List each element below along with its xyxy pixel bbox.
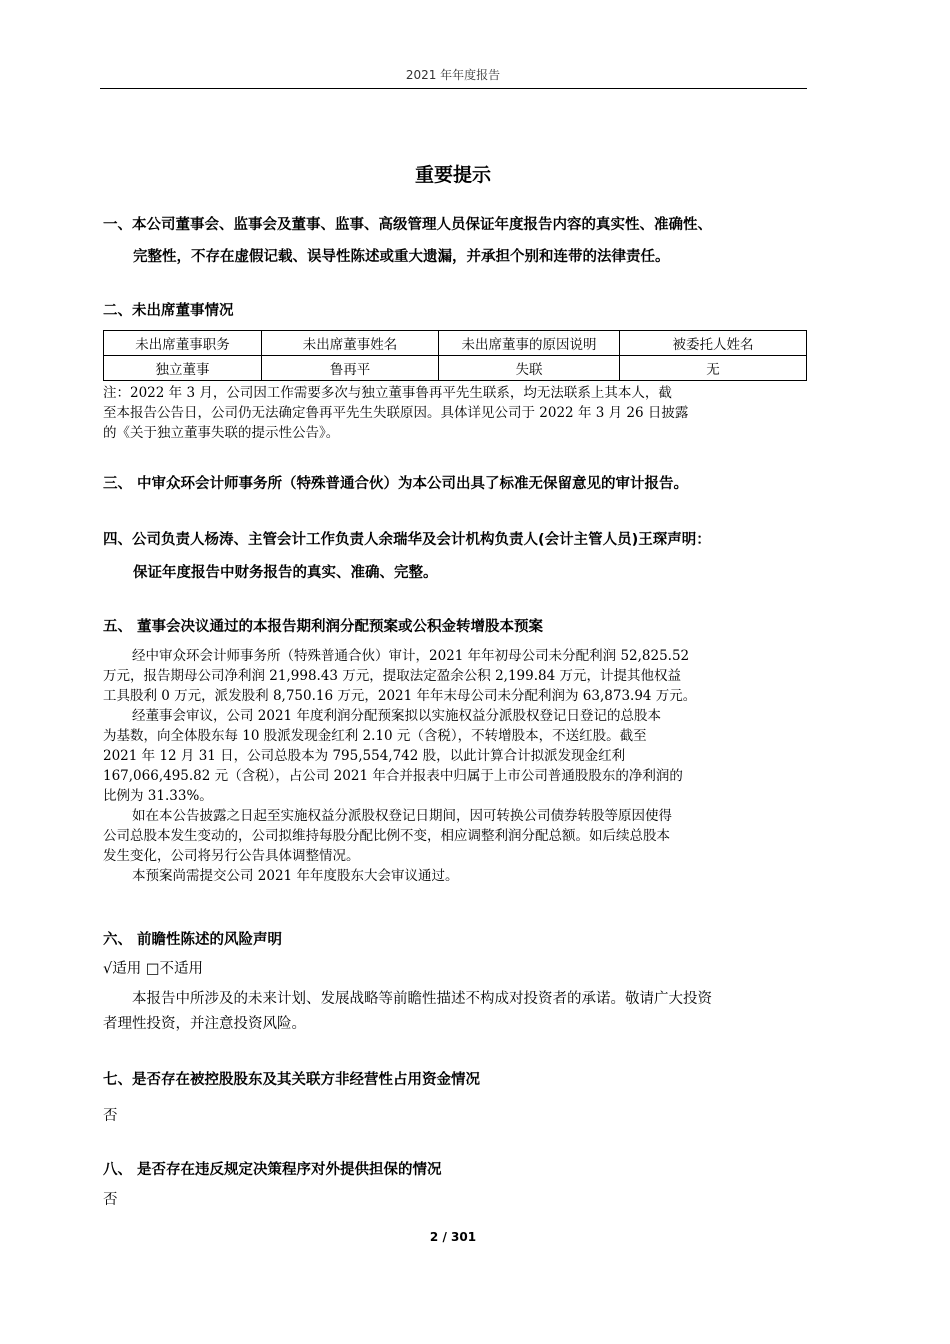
- table-header-cell: 被委托人姓名: [620, 331, 807, 356]
- section-3-heading: 三、 中审众环会计师事务所（特殊普通合伙）为本公司出具了标准无保留意见的审计报告。: [103, 476, 689, 492]
- paragraph-line: 本报告中所涉及的未来计划、发展战略等前瞻性描述不构成对投资者的承诺。敬请广大投资: [132, 991, 712, 1007]
- section-1-line-1: 一、本公司董事会、监事会及董事、监事、高级管理人员保证年度报告内容的真实性、准确性、: [103, 217, 712, 233]
- section-7-heading: 七、是否存在被控股股东及其关联方非经营性占用资金情况: [103, 1072, 480, 1088]
- page-number: 2 / 301: [429, 1230, 477, 1244]
- section-6-heading: 六、 前瞻性陈述的风险声明: [103, 932, 283, 948]
- paragraph-line: 发生变化，公司将另行公告具体调整情况。: [103, 848, 360, 864]
- paragraph-line: 167,066,495.82 元（含税），占公司 2021 年合并报表中归属于上市公司普通股股东的净利润的: [103, 768, 683, 784]
- absent-directors-table: [103, 330, 807, 381]
- table-cell: 鲁再平: [262, 356, 439, 381]
- paragraph-line: 本预案尚需提交公司 2021 年年度股东大会审议通过。: [132, 868, 459, 884]
- section-8-answer: 否: [103, 1192, 118, 1208]
- section-2-note: [103, 383, 807, 443]
- paragraph-line: 2021 年 12 月 31 日，公司总股本为 795,554,742 股，以此计算合计拟派发现金红利: [103, 748, 626, 764]
- table-header-cell: 未出席董事姓名: [262, 331, 439, 356]
- note-line: 的《关于独立董事失联的提示性公告》。: [103, 425, 340, 441]
- section-6-body: [103, 987, 807, 1037]
- paragraph-line: 经董事会审议，公司 2021 年度利润分配预案拟以实施权益分派股权登记日登记的总股本: [132, 708, 661, 724]
- applicable-checkbox-line: √适用 □不适用: [103, 961, 204, 977]
- paragraph-line: 经中审众环会计师事务所（特殊普通合伙）审计，2021 年年初母公司未分配利润 52,825.52: [132, 648, 690, 664]
- section-4-line-2: 保证年度报告中财务报告的真实、准确、完整。: [133, 565, 438, 581]
- note-line: 至本报告公告日，公司仍无法确定鲁再平先生失联原因。具体详见公司于 2022 年 3 月 26 日披露: [103, 405, 689, 421]
- section-7-answer: 否: [103, 1108, 118, 1124]
- paragraph-line: 比例为 31.33%。: [103, 788, 213, 804]
- paragraph-line: 公司总股本发生变动的，公司拟维持每股分配比例不变，相应调整利润分配总额。如后续总股本: [103, 828, 670, 844]
- paragraph-line: 如在本公告披露之日起至实施权益分派股权登记日期间，因可转换公司债券转股等原因使得: [132, 808, 672, 824]
- table-row: [104, 356, 807, 381]
- table-header-cell: 未出席董事职务: [104, 331, 262, 356]
- section-1-line-2: 完整性，不存在虚假记载、误导性陈述或重大遗漏，并承担个别和连带的法律责任。: [133, 249, 670, 265]
- note-line: 注：2022 年 3 月，公司因工作需要多次与独立董事鲁再平先生联系，均无法联系上其本人，截: [103, 385, 672, 401]
- paragraph-line: 者理性投资，并注意投资风险。: [103, 1016, 306, 1032]
- section-5-body: [103, 646, 807, 886]
- header-divider: [100, 88, 807, 89]
- section-2-heading: 二、未出席董事情况: [103, 303, 234, 319]
- table-cell: 无: [620, 356, 807, 381]
- table-header-row: [104, 331, 807, 356]
- table-cell: 失联: [439, 356, 620, 381]
- paragraph-line: 为基数，向全体股东每 10 股派发现金红利 2.10 元（含税），不转增股本，不送红股。截至: [103, 728, 647, 744]
- section-5-heading: 五、 董事会决议通过的本报告期利润分配预案或公积金转增股本预案: [103, 619, 544, 635]
- section-4-line-1: 四、公司负责人杨涛、主管会计工作负责人余瑞华及会计机构负责人(会计主管人员)王琛声明：: [103, 532, 711, 548]
- paragraph-line: 万元，报告期母公司净利润 21,998.43 万元，提取法定盈余公积 2,199.84 万元，计提其他权益: [103, 668, 681, 684]
- paragraph-line: 工具股利 0 万元，派发股利 8,750.16 万元，2021 年年末母公司未分配利润为 63,873.94 万元。: [103, 688, 697, 704]
- page-title: 重要提示: [414, 164, 491, 186]
- running-header: 2021 年年度报告: [405, 68, 501, 82]
- table-cell: 独立董事: [104, 356, 262, 381]
- section-8-heading: 八、 是否存在违反规定决策程序对外提供担保的情况: [103, 1162, 442, 1178]
- table-header-cell: 未出席董事的原因说明: [439, 331, 620, 356]
